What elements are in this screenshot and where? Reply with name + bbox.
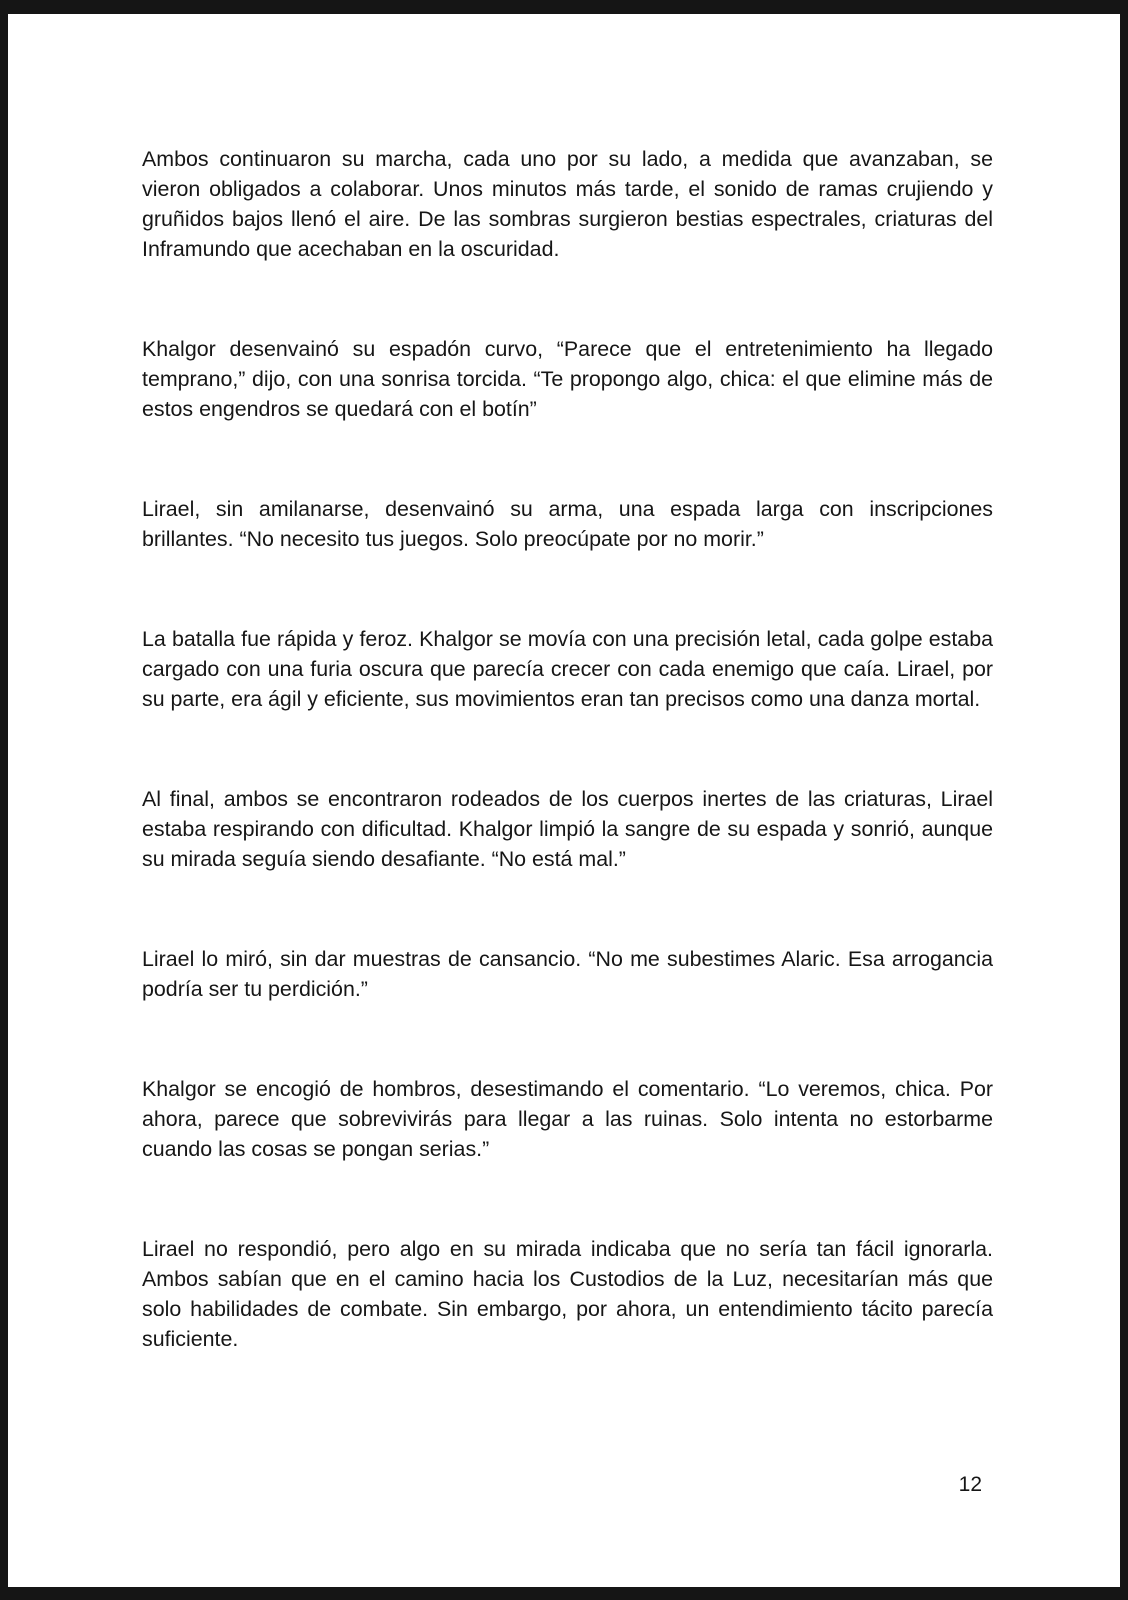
paragraph: La batalla fue rápida y feroz. Khalgor se movía con una precisión letal, cada golpe estaba cargado con una furia oscura que parecía crecer con cada enemigo que caía. Lirael, por su parte, era ágil y eficiente, sus movimientos eran tan precisos como una danza mortal. — [142, 627, 993, 711]
paragraph: Al final, ambos se encontraron rodeados de los cuerpos inertes de las criaturas, Lirael estaba respirando con dificultad. Khalgor limpió la sangre de su espada y sonrió, aunque su mirada seguía siendo desafiante. “No está mal.” — [142, 787, 993, 871]
paragraph: Khalgor se encogió de hombros, desestimando el comentario. “Lo veremos, chica. Por ahora, parece que sobrevivirás para llegar a las ruinas. Solo intenta no estorbarme cuando las cosas se pongan serias.” — [142, 1077, 993, 1161]
paragraph: Lirael lo miró, sin dar muestras de cansancio. “No me subestimes Alaric. Esa arrogancia podría ser tu perdición.” — [142, 947, 993, 1001]
paragraph: Lirael no respondió, pero algo en su mirada indicaba que no sería tan fácil ignorarla. Ambos sabían que en el camino hacia los Custodios de la Luz, necesitarían más que solo habilidades de combate. Sin embargo, por ahora, un entendimiento tácito parecía suficiente. — [142, 1237, 993, 1351]
paragraph: Ambos continuaron su marcha, cada uno por su lado, a medida que avanzaban, se vieron obligados a colaborar. Unos minutos más tarde, el sonido de ramas crujiendo y gruñidos bajos llenó el aire. De las sombras surgieron bestias espectrales, criaturas del Inframundo que acechaban en la oscuridad. — [142, 147, 993, 261]
paragraph: Khalgor desenvainó su espadón curvo, “Parece que el entretenimiento ha llegado temprano,” dijo, con una sonrisa torcida. “Te propongo algo, chica: el que elimine más de estos engendros se quedará con el botín” — [142, 337, 993, 421]
document-page — [8, 14, 1120, 1587]
page-number: 12 — [958, 1473, 982, 1496]
paragraph: Lirael, sin amilanarse, desenvainó su arma, una espada larga con inscripciones brillantes. “No necesito tus juegos. Solo preocúpate por no morir.” — [142, 497, 993, 551]
body-text — [142, 144, 993, 1354]
